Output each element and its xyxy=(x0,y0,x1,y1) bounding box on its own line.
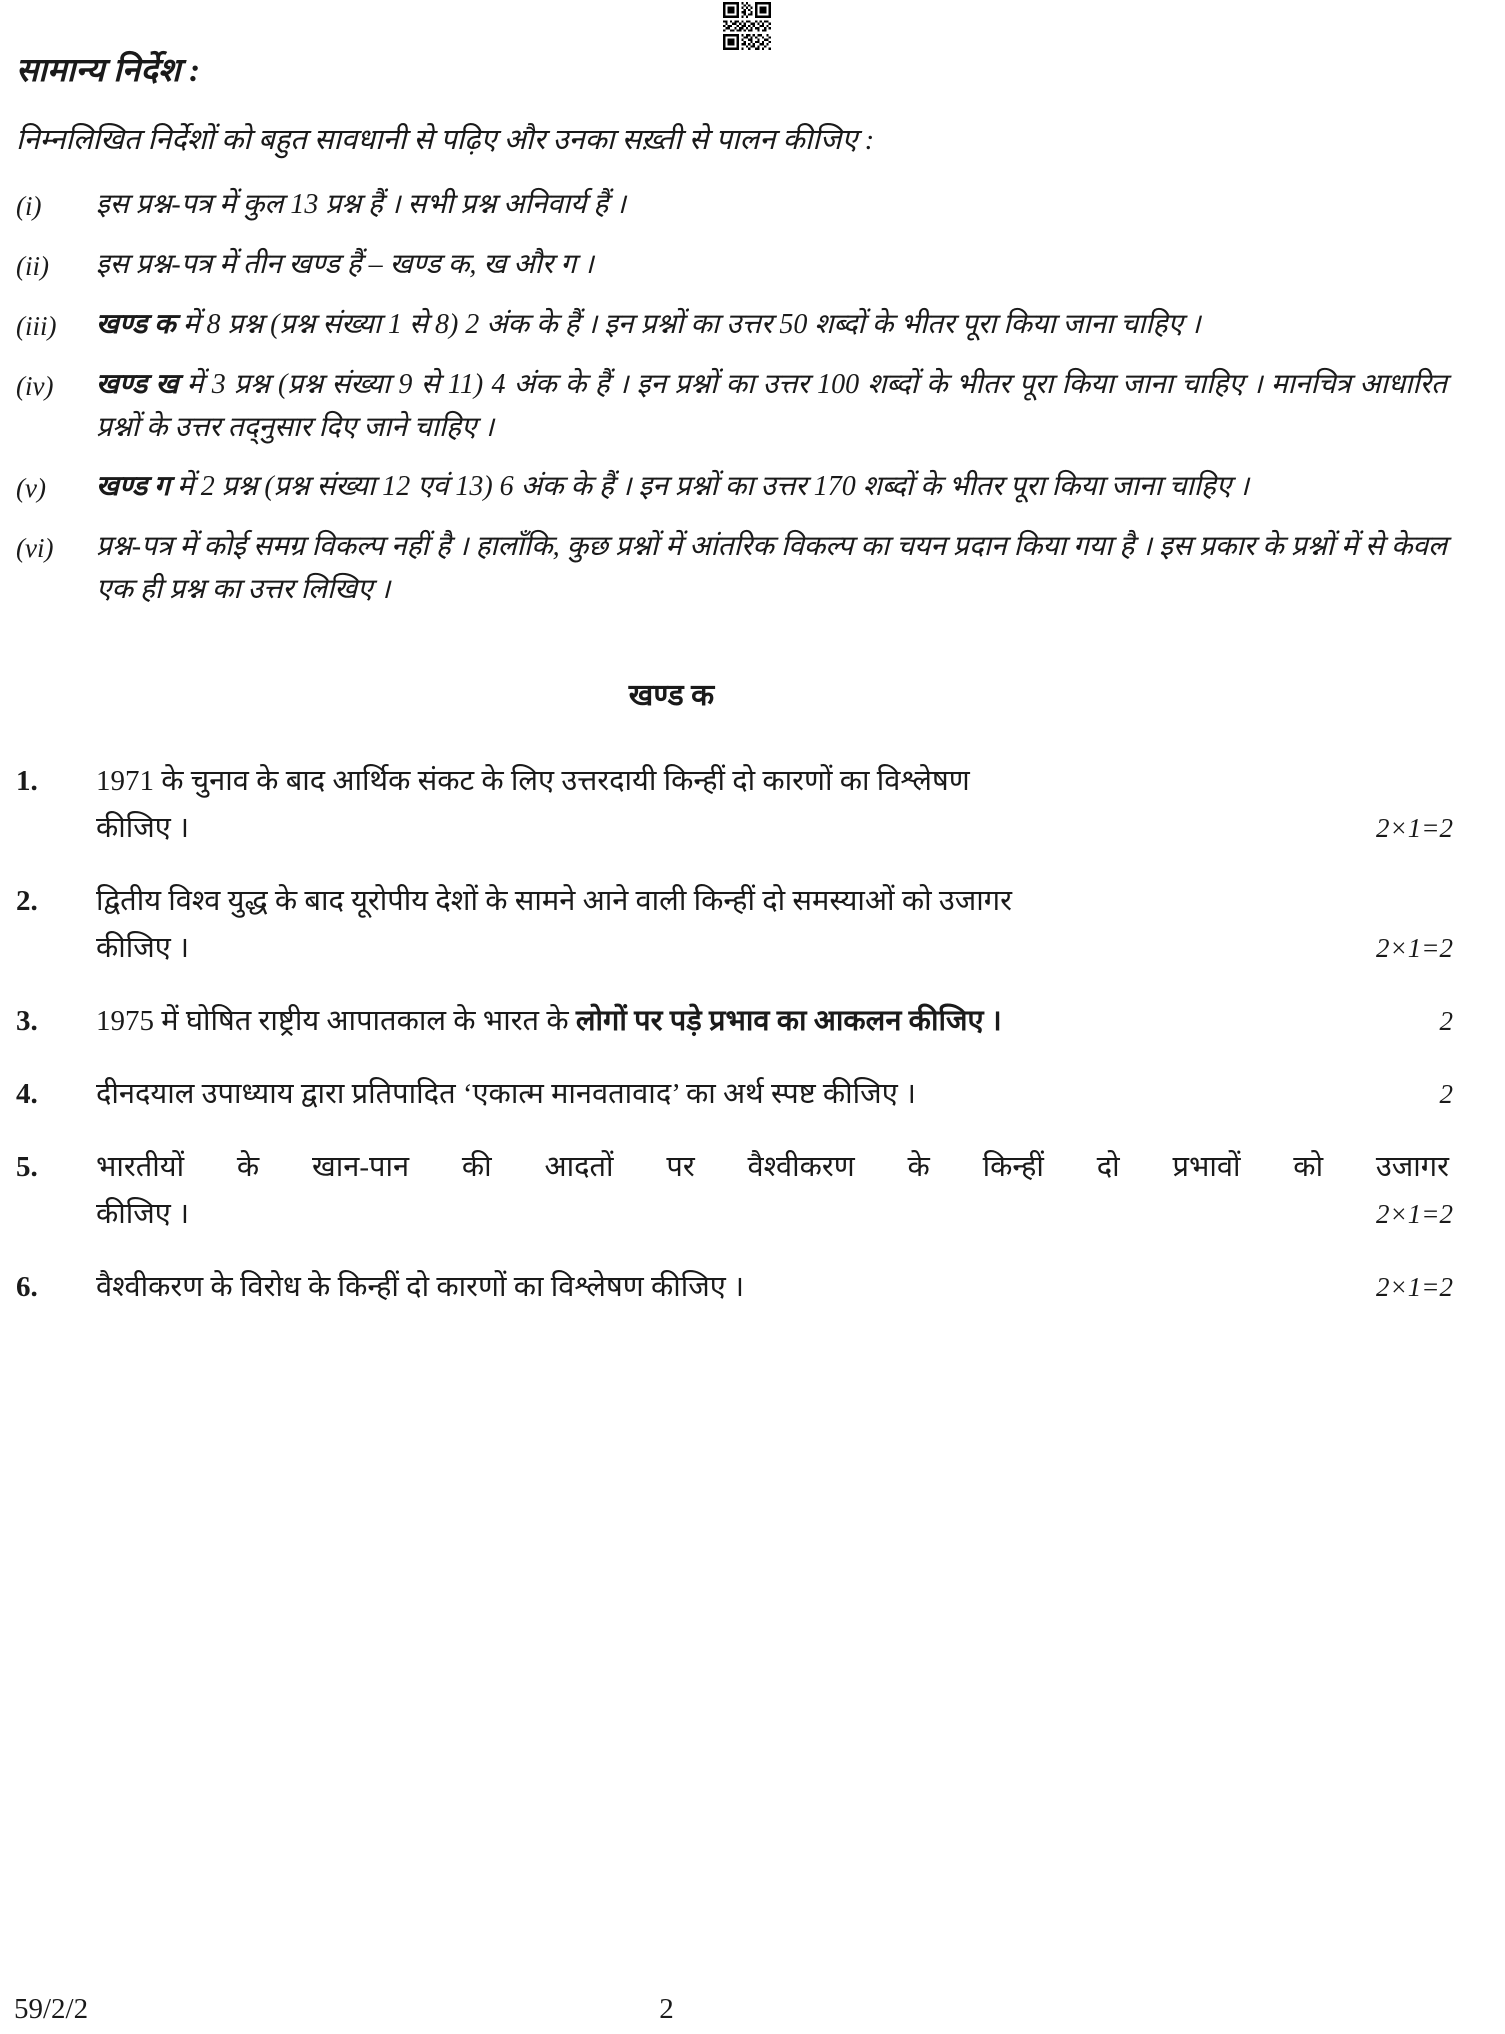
instruction-item-i xyxy=(10,184,1453,227)
instruction-bold-lead: खण्ड ग xyxy=(96,471,170,503)
question-number: 6. xyxy=(16,1271,38,1304)
question-last-line xyxy=(96,925,1453,972)
instruction-number: (i) xyxy=(16,191,42,221)
instruction-item-v xyxy=(10,466,1453,509)
instruction-number: (vi) xyxy=(16,533,54,564)
question-text-tail: कीजिए । xyxy=(96,1198,190,1231)
instruction-text xyxy=(96,184,1453,227)
question-text-tail: कीजिए । xyxy=(96,932,190,965)
question-number: 2. xyxy=(16,885,38,918)
instruction-text-plain: प्रश्न-पत्र में कोई समग्र विकल्प नहीं है । हालाँकि, कुछ प्रश्नों में आंतरिक विकल्प का चयन प्रदान किया गया है । इस प्रकार के प्रश्नों में से केवल एक ही प्रश्न का उत्तर लिखिए । xyxy=(96,531,1447,605)
instruction-number: (iv) xyxy=(16,371,54,402)
instruction-text-plain: इस प्रश्न-पत्र में कुल 13 प्रश्न हैं । सभी प्रश्न अनिवार्य हैं । xyxy=(96,189,626,220)
instruction-item-iv xyxy=(10,364,1453,449)
instruction-text xyxy=(96,244,1453,287)
instruction-item-iii xyxy=(10,304,1453,347)
question-last-line xyxy=(96,805,1453,852)
question-body xyxy=(96,1264,1453,1311)
question-body xyxy=(96,878,1453,972)
instruction-item-ii xyxy=(10,244,1453,287)
question-text-tail: वैश्वीकरण के विरोध के किन्हीं दो कारणों का विश्लेषण कीजिए । xyxy=(96,1271,745,1304)
question-row-3 xyxy=(10,998,1453,1045)
instruction-text-rest: में 3 प्रश्न (प्रश्न संख्या 9 से 11) 4 अंक के हैं । इन प्रश्नों का उत्तर 100 शब्दों के भीतर पूरा किया जाना चाहिए । मानचित्र आधारित प्रश्नों के उत्तर तद्नुसार दिए जाने चाहिए । xyxy=(96,369,1447,443)
instruction-text-rest: में 2 प्रश्न (प्रश्न संख्या 12 एवं 13) 6 अंक के हैं । इन प्रश्नों का उत्तर 170 शब्दों के भीतर पूरा किया जाना चाहिए । xyxy=(169,471,1249,503)
instruction-text xyxy=(96,364,1453,449)
page-number: 2 xyxy=(659,1993,674,2025)
question-text-tail: दीनदयाल उपाध्याय द्वारा प्रतिपादित ‘एकात्म मानवतावाद’ का अर्थ स्पष्ट कीजिए । xyxy=(96,1078,916,1111)
question-body xyxy=(96,998,1453,1045)
qr-code-icon xyxy=(722,2,772,50)
question-row-6 xyxy=(10,1264,1453,1311)
paper-code: 59/2/2 xyxy=(14,1993,89,2025)
question-number: 5. xyxy=(16,1151,38,1184)
question-text-head: 1971 के चुनाव के बाद आर्थिक संकट के लिए उत्तरदायी किन्हीं दो कारणों का विश्लेषण xyxy=(96,765,970,798)
section-heading-khand-ka: खण्ड क xyxy=(628,679,715,713)
question-number: 1. xyxy=(16,765,38,798)
instruction-bold-lead: खण्ड क xyxy=(96,309,176,341)
question-body xyxy=(96,1071,1453,1118)
instruction-number: (v) xyxy=(16,473,46,504)
question-single-line xyxy=(96,1264,1453,1311)
question-row-4 xyxy=(10,1071,1453,1118)
general-instructions-subtitle: निम्नलिखित निर्देशों को बहुत सावधानी से पढ़िए और उनका सख़्ती से पालन कीजिए : xyxy=(16,124,875,156)
question-body xyxy=(96,758,1453,852)
question-row-2 xyxy=(10,878,1453,972)
question-marks: 2 xyxy=(1439,1006,1453,1037)
general-instructions-title: सामान्य निर्देश : xyxy=(16,53,201,89)
instruction-number: (iii) xyxy=(16,311,57,342)
question-text-head: भारतीयों के खान-पान की आदतों पर वैश्वीकरण के किन्हीं दो प्रभावों को उजागर xyxy=(96,1151,1449,1184)
instructions-list xyxy=(10,184,1453,611)
instruction-text-plain: इस प्रश्न-पत्र में तीन खण्ड हैं – खण्ड क, ख और ग । xyxy=(96,249,594,281)
question-single-line xyxy=(96,998,1453,1045)
question-text-tail xyxy=(96,998,1002,1045)
question-row-5 xyxy=(10,1144,1453,1238)
instruction-item-vi xyxy=(10,526,1453,611)
question-text-tail: कीजिए । xyxy=(96,812,190,845)
questions-list xyxy=(10,758,1453,1311)
question-row-1 xyxy=(10,758,1453,852)
question-marks: 2×1=2 xyxy=(1376,933,1453,964)
question-text-normal: 1975 में घोषित राष्ट्रीय आपातकाल के भारत के xyxy=(96,1005,576,1038)
question-single-line xyxy=(96,1071,1453,1118)
question-marks: 2×1=2 xyxy=(1376,1272,1453,1303)
instruction-text xyxy=(96,304,1453,347)
question-text-bold: लोगों पर पड़े प्रभाव का आकलन कीजिए । xyxy=(575,1005,1002,1038)
question-number: 3. xyxy=(16,1005,38,1038)
question-number: 4. xyxy=(16,1078,38,1111)
question-body xyxy=(96,1144,1453,1238)
question-last-line xyxy=(96,1191,1453,1238)
instruction-bold-lead: खण्ड ख xyxy=(96,369,179,401)
page-footer xyxy=(0,1980,1453,2026)
question-marks: 2×1=2 xyxy=(1376,813,1453,844)
instruction-text-rest: में 8 प्रश्न (प्रश्न संख्या 1 से 8) 2 अंक के हैं । इन प्रश्नों का उत्तर 50 शब्दों के भीतर पूरा किया जाना चाहिए । xyxy=(175,309,1201,341)
instruction-text xyxy=(96,526,1453,611)
question-text-head: द्वितीय विश्व युद्ध के बाद यूरोपीय देशों के सामने आने वाली किन्हीं दो समस्याओं को उजागर xyxy=(96,885,1012,918)
question-marks: 2×1=2 xyxy=(1376,1199,1453,1230)
question-marks: 2 xyxy=(1439,1079,1453,1110)
instruction-text xyxy=(96,466,1453,509)
instruction-number: (ii) xyxy=(16,251,49,282)
